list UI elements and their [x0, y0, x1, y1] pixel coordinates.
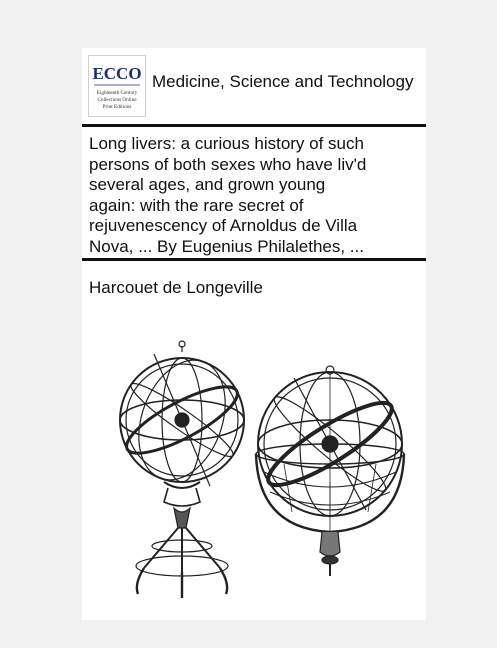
- logo-caption-line-2: Collections Online: [97, 97, 137, 103]
- author-name: Harcouet de Longeville: [89, 278, 263, 297]
- title-divider: [82, 258, 426, 261]
- book-title: [89, 134, 423, 257]
- armillary-spheres-engraving-icon: [94, 332, 414, 612]
- ecco-logo-icon: [88, 55, 146, 117]
- title-line: again: with the rare secret of: [89, 195, 304, 215]
- right-armillary-sphere: [256, 366, 404, 576]
- book-cover: [82, 48, 426, 620]
- logo-caption-line-3: Print Editions: [102, 104, 132, 110]
- title-line: persons of both sexes who have liv'd: [89, 154, 367, 174]
- title-line: several ages, and grown young: [89, 175, 326, 194]
- cover-header: [82, 48, 426, 122]
- title-line: Nova, ... By Eugenius Philalethes, ...: [89, 236, 364, 256]
- logo-caption-line-1: Eighteenth Century: [96, 90, 138, 96]
- left-armillary-sphere: [119, 341, 245, 598]
- title-line: rejuvenescency of Arnoldus de Villa: [89, 216, 358, 235]
- series-title: Medicine, Science and Technology: [152, 72, 414, 91]
- header-divider: [82, 124, 426, 127]
- title-line: Long livers: a curious history of such: [89, 134, 364, 153]
- logo-mark: ECCO: [92, 64, 142, 83]
